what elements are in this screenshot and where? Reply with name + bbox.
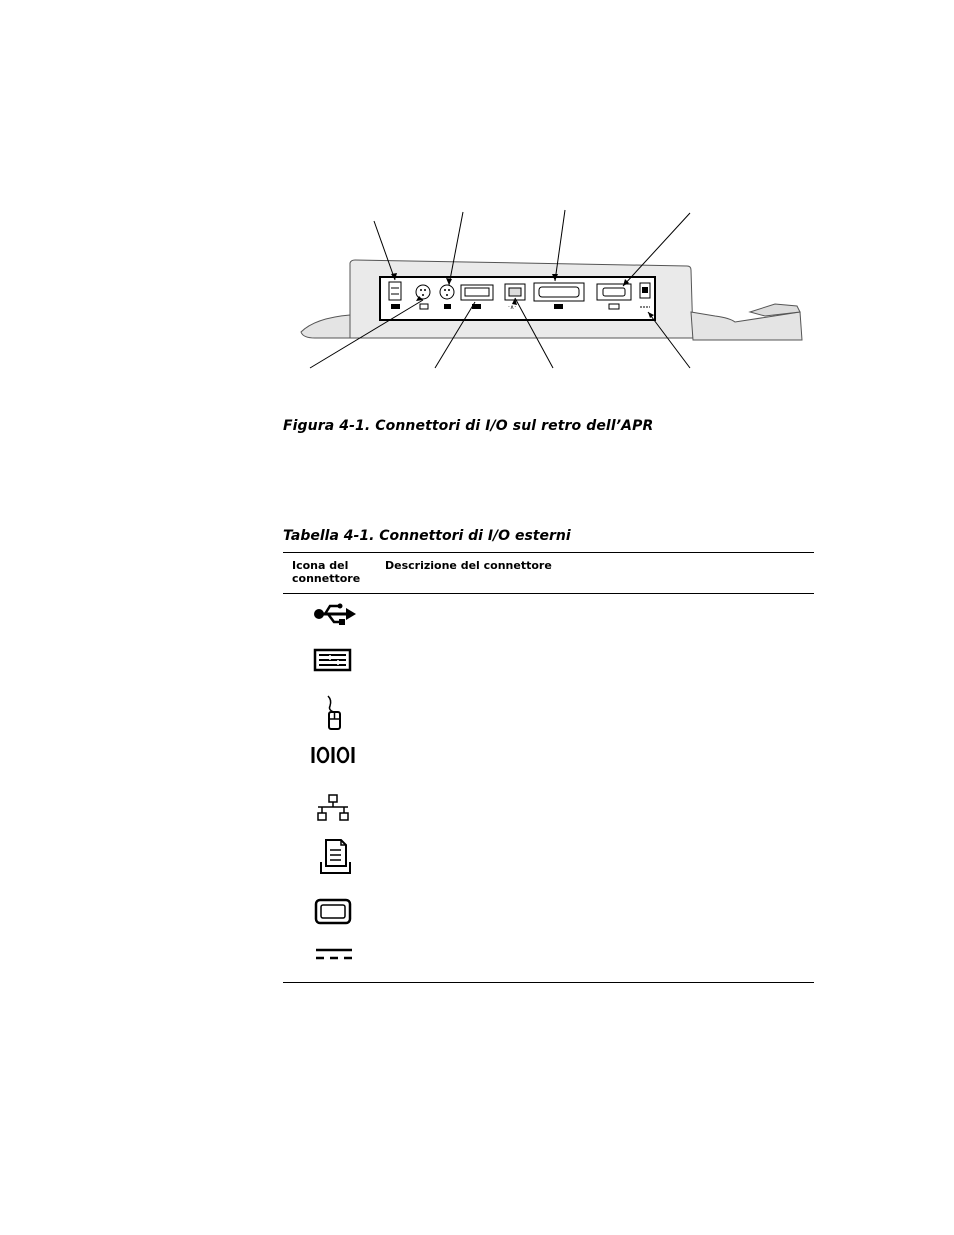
header-icon-column xyxy=(292,559,377,585)
serial-port-icon xyxy=(310,738,356,774)
usb-icon xyxy=(310,596,356,632)
printer-icon xyxy=(310,838,356,874)
network-icon xyxy=(310,792,356,828)
mouse-icon xyxy=(310,694,356,730)
mouse-ps2-connector xyxy=(440,285,454,299)
apr-left-flange xyxy=(301,315,350,338)
keyboard-icon xyxy=(310,643,356,679)
apr-back-panel-figure xyxy=(295,200,815,380)
apr-right-flange xyxy=(691,312,802,340)
keyboard-ps2-connector xyxy=(416,285,430,299)
dc-power-icon xyxy=(310,937,356,973)
header-description-column: Descrizione del connettore xyxy=(385,559,552,572)
table-bottom-rule xyxy=(283,982,814,983)
svg-text:·∧·: ·∧· xyxy=(508,304,517,311)
table-title: Tabella 4-1. Connettori di I/O esterni xyxy=(283,528,571,544)
header-icon-line1: Icona del xyxy=(292,559,349,572)
table-top-rule xyxy=(283,552,814,553)
header-icon-line2: connettore xyxy=(292,572,361,585)
figure-caption: Figura 4-1. Connettori di I/O sul retro dell’APR xyxy=(283,418,654,434)
video-icon xyxy=(310,894,356,930)
usb-port-connector xyxy=(389,282,401,300)
table-header-rule xyxy=(283,593,814,594)
